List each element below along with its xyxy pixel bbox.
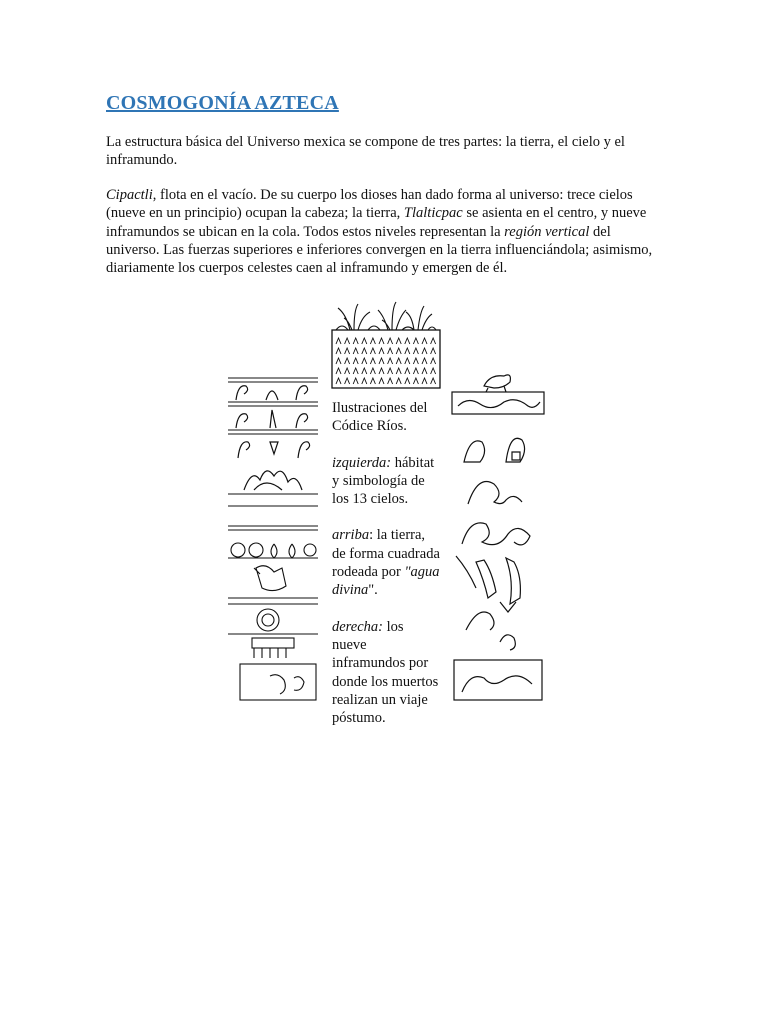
water-glyph: [379, 368, 384, 374]
water-glyph: [422, 358, 427, 364]
water-glyph: [336, 358, 341, 364]
water-glyph: [431, 348, 436, 354]
term-region-vertical: región vertical: [504, 223, 590, 240]
water-glyph: [370, 338, 375, 344]
water-glyph: [379, 338, 384, 344]
water-glyph: [353, 348, 358, 354]
water-glyph: [345, 378, 350, 384]
term-cipactli: Cipactli: [106, 187, 153, 203]
water-glyph: [422, 348, 427, 354]
water-glyph: [431, 358, 436, 364]
tierra-illustration: [328, 298, 444, 390]
figure-caption: [332, 399, 440, 745]
water-glyph: [431, 378, 436, 384]
water-glyph: [388, 348, 393, 354]
caption-top-label: arriba: [332, 527, 370, 544]
water-glyph: [413, 348, 418, 354]
water-glyph: [388, 368, 393, 374]
water-glyph: [336, 378, 341, 384]
water-glyph: [362, 338, 367, 344]
water-glyph: [345, 348, 350, 354]
nueve-inframundos-illustration: [448, 366, 548, 706]
water-glyph: [422, 378, 427, 384]
water-glyph: [413, 358, 418, 364]
water-glyph: [396, 358, 401, 364]
water-glyph: [388, 358, 393, 364]
water-glyph: [362, 368, 367, 374]
water-glyph: [413, 368, 418, 374]
caption-top-text: : la tierra, de forma cuadrada rodeada por: [332, 527, 440, 581]
water-glyph: [379, 348, 384, 354]
water-glyph: [379, 358, 384, 364]
water-glyph: [370, 378, 375, 384]
caption-right-label: derecha:: [332, 618, 383, 635]
caption-left-label: izquierda:: [332, 454, 392, 471]
water-glyph: [405, 348, 410, 354]
caption-top-end: ".: [368, 582, 378, 599]
water-glyph: [396, 378, 401, 384]
water-glyph: [336, 368, 341, 374]
water-glyph: [345, 358, 350, 364]
caption-right: [332, 618, 440, 728]
paragraph-text: del universo. Las fuerzas superiores e inferiores convergen en la tierra influenciándola; asimismo, diariamente los cuerpos celestes caen al inframundo y emergen de él.: [106, 223, 653, 277]
water-glyph: [353, 368, 358, 374]
water-glyph: [336, 348, 341, 354]
water-glyph: [396, 368, 401, 374]
paragraph-text: se asienta en el centro, y nueve inframundos se ubican en la cola. Todos estos niveles representan la: [106, 205, 647, 240]
paragraph-text: , flota en el vacío. De su cuerpo los dioses han dado forma al universo: trece cielos (nueve en un principio) ocupan la cabeza; la tierra,: [106, 187, 633, 222]
water-glyph: [388, 338, 393, 344]
water-glyph: [405, 368, 410, 374]
caption-top: [332, 526, 440, 599]
water-glyph: [396, 348, 401, 354]
water-glyph: [405, 378, 410, 384]
caption-intro: Ilustraciones del Códice Ríos.: [332, 400, 428, 435]
caption-left-text: hábitat y simbología de los 13 cielos.: [332, 454, 435, 508]
water-glyph: [431, 368, 436, 374]
water-glyph: [362, 378, 367, 384]
water-glyph: [413, 338, 418, 344]
water-glyph: [431, 338, 436, 344]
water-glyph: [353, 358, 358, 364]
water-glyph: [379, 378, 384, 384]
water-glyph: [362, 348, 367, 354]
water-glyph: [362, 358, 367, 364]
page-title[interactable]: COSMOGONÍA AZTECA: [106, 92, 339, 114]
water-glyph: [336, 338, 341, 344]
water-glyph: [422, 338, 427, 344]
water-glyph: [388, 378, 393, 384]
caption-left: [332, 454, 440, 509]
water-glyph: [345, 338, 350, 344]
trece-cielos-illustration: [226, 372, 322, 708]
water-glyph: [370, 358, 375, 364]
water-glyph: [370, 368, 375, 374]
intro-paragraph: La estructura básica del Universo mexica se compone de tres partes: la tierra, el cielo y el inframundo.: [106, 134, 625, 169]
caption-right-text: los nueve inframundos por donde los muertos realizan un viaje póstumo.: [332, 618, 439, 727]
water-glyph: [353, 378, 358, 384]
water-glyph: [345, 368, 350, 374]
cipactli-paragraph: [106, 186, 666, 277]
water-glyph: [405, 358, 410, 364]
water-glyph: [353, 338, 358, 344]
water-glyph: [413, 378, 418, 384]
water-glyph: [370, 348, 375, 354]
water-glyph: [396, 338, 401, 344]
caption-top-quote: "agua divina: [332, 564, 440, 599]
term-tlalticpac: Tlalticpac: [403, 205, 463, 222]
water-glyph: [422, 368, 427, 374]
water-glyph: [405, 338, 410, 344]
